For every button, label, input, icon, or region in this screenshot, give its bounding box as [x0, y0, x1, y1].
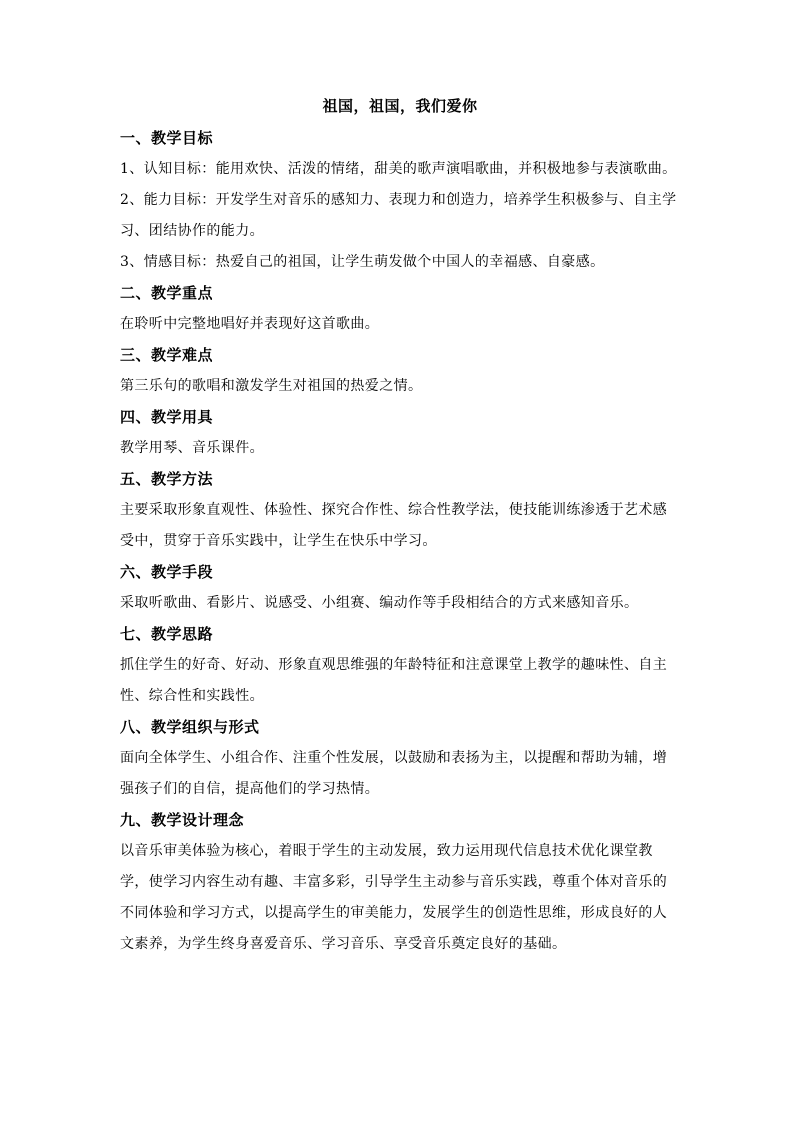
section-paragraph: 3、情感目标：热爱自己的祖国，让学生萌发做个中国人的幸福感、自豪感。 [120, 254, 605, 270]
section-design-philosophy [120, 805, 680, 960]
section-heading: 七、教学思路 [120, 625, 214, 643]
section-heading: 五、教学方法 [120, 470, 214, 488]
section-heading: 二、教学重点 [120, 284, 214, 302]
section-paragraph: 2、能力目标：开发学生对音乐的感知力、表现力和创造力，培养学生积极参与、自主学习、团结协作的能力。 [120, 192, 677, 239]
section-heading: 四、教学用具 [120, 408, 214, 426]
section-key-points [120, 278, 680, 340]
section-heading: 六、教学手段 [120, 563, 214, 581]
section-approach [120, 619, 680, 712]
section-methods [120, 464, 680, 557]
section-means [120, 557, 680, 619]
section-paragraph: 教学用琴、音乐课件。 [120, 440, 264, 456]
section-organization [120, 712, 680, 805]
section-paragraph: 采取听歌曲、看影片、说感受、小组赛、编动作等手段相结合的方式来感知音乐。 [120, 595, 639, 611]
section-heading: 八、教学组织与形式 [120, 718, 260, 736]
section-heading: 九、教学设计理念 [120, 811, 245, 829]
section-paragraph: 主要采取形象直观性、体验性、探究合作性、综合性教学法，使技能训练渗透于艺术感受中，贯穿于音乐实践中，让学生在快乐中学习。 [120, 502, 668, 549]
section-paragraph: 在聆听中完整地唱好并表现好这首歌曲。 [120, 316, 380, 332]
section-materials [120, 402, 680, 464]
section-paragraph: 1、认知目标：能用欢快、活泼的情绪，甜美的歌声演唱歌曲，并积极地参与表演歌曲。 [120, 161, 677, 177]
section-paragraph: 以音乐审美体验为核心，着眼于学生的主动发展，致力运用现代信息技术优化课堂教学，使学习内容生动有趣、丰富多彩，引导学生主动参与音乐实践，尊重个体对音乐的不同体验和学习方式，以提高学生的审美能力，发展学生的创造性思维，形成良好的人文素养，为学生终身喜爱音乐、学习音乐、享受音乐奠定良好的基础。 [120, 843, 668, 952]
section-heading: 三、教学难点 [120, 346, 214, 364]
section-paragraph: 抓住学生的好奇、好动、形象直观思维强的年龄特征和注意课堂上教学的趣味性、自主性、综合性和实践性。 [120, 657, 668, 704]
section-objectives [120, 123, 680, 278]
section-paragraph: 面向全体学生、小组合作、注重个性发展，以鼓励和表扬为主，以提醒和帮助为辅，增强孩子们的自信，提高他们的学习热情。 [120, 750, 668, 797]
section-paragraph: 第三乐句的歌唱和激发学生对祖国的热爱之情。 [120, 378, 423, 394]
document-title: 祖国，祖国，我们爱你 [322, 97, 478, 115]
document-content [120, 92, 680, 960]
section-difficulties [120, 340, 680, 402]
section-heading: 一、教学目标 [120, 129, 214, 147]
